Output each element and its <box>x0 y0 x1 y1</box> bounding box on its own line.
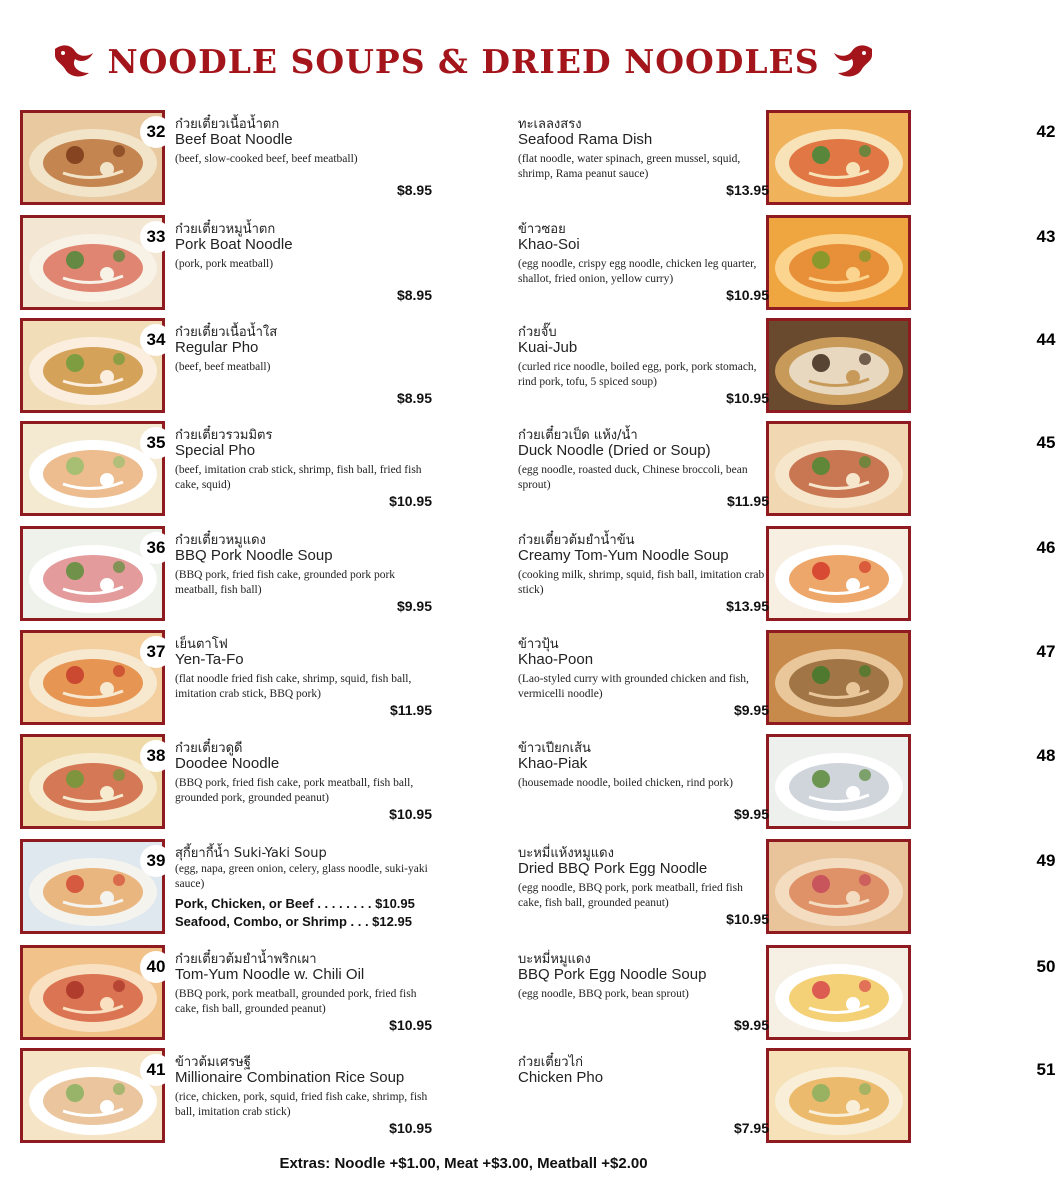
item-price: $7.95 <box>733 1120 769 1136</box>
menu-item[interactable] <box>0 526 432 621</box>
food-photo-icon <box>769 113 908 202</box>
english-name: Khao-Piak <box>518 755 588 772</box>
item-price: $10.95 <box>726 390 769 406</box>
menu-item[interactable] <box>0 630 432 725</box>
food-photo-icon <box>769 321 908 410</box>
english-name: Khao-Poon <box>518 651 594 668</box>
food-photo-icon <box>769 737 908 826</box>
english-name: Pork Boat Noodle <box>175 236 293 253</box>
english-name: Yen-Ta-Fo <box>175 651 244 668</box>
price-option: Seafood, Combo, or Shrimp . . . $12.95 <box>175 914 412 929</box>
menu-item[interactable] <box>517 318 1056 413</box>
menu-item[interactable] <box>0 215 432 310</box>
item-description: (cooking milk, shrimp, squid, fish ball, imitation crab stick) <box>518 569 765 596</box>
item-price: $10.95 <box>726 911 769 927</box>
item-number-badge: 48 <box>1030 740 1062 772</box>
menu-item[interactable] <box>517 215 1056 310</box>
dish-photo <box>766 1048 1056 1143</box>
food-photo-icon <box>769 529 908 618</box>
thai-name: ก๋วยเตี๋ยวต้มยำน้ำข้น <box>518 533 635 548</box>
item-price: $10.95 <box>389 493 432 509</box>
english-name: BBQ Pork Egg Noodle Soup <box>518 966 707 983</box>
item-number-badge: 36 <box>140 532 172 564</box>
thai-name: บะหมี่หมูแดง <box>518 952 591 967</box>
dish-photo <box>20 1048 165 1143</box>
dish-photo <box>766 945 1056 1040</box>
item-number-badge: 34 <box>140 324 172 356</box>
item-description: (curled rice noodle, boiled egg, pork, pork stomach, rind pork, tofu, 5 spiced soup) <box>518 361 757 388</box>
english-name: BBQ Pork Noodle Soup <box>175 547 333 564</box>
menu-item[interactable] <box>0 318 432 413</box>
thai-name: ข้าวปุ้น <box>518 637 559 652</box>
dish-photo <box>20 215 165 310</box>
item-description: (egg noodle, crispy egg noodle, chicken leg quarter, shallot, fried onion, yellow curry) <box>518 258 757 285</box>
menu-item[interactable] <box>0 421 432 516</box>
dish-photo <box>20 839 165 934</box>
food-photo-icon <box>769 842 908 931</box>
thai-name: บะหมี่แห้งหมูแดง <box>518 846 614 861</box>
dish-photo <box>766 630 1056 725</box>
food-photo-icon <box>769 633 908 722</box>
menu-item[interactable] <box>517 421 1056 516</box>
item-description: (egg noodle, roasted duck, Chinese broccoli, bean sprout) <box>518 464 748 491</box>
menu-item[interactable] <box>517 630 1056 725</box>
menu-item[interactable] <box>517 839 1056 934</box>
thai-name: ก๋วยเตี๋ยวเนื้อน้ำใส <box>175 325 278 340</box>
menu-item[interactable] <box>517 526 1056 621</box>
dish-photo <box>20 630 165 725</box>
menu-item[interactable] <box>0 839 432 934</box>
thai-name: ก๋วยเตี๋ยวเป็ด แห้ง/น้ำ <box>518 428 638 443</box>
dragon-ornament-icon <box>828 41 874 81</box>
dish-photo <box>766 421 1056 516</box>
item-description: (Lao-styled curry with grounded chicken and fish, vermicelli noodle) <box>518 673 749 700</box>
item-price: $11.95 <box>726 493 769 509</box>
thai-name: เย็นตาโฟ <box>175 637 228 652</box>
item-description: (BBQ pork, fried fish cake, pork meatball, fish ball, grounded pork, grounded peanut) <box>175 777 414 804</box>
english-name: Duck Noodle (Dried or Soup) <box>518 442 711 459</box>
thai-name: ข้าวซอย <box>518 222 566 237</box>
item-number-badge: 37 <box>140 636 172 668</box>
dragon-ornament-icon <box>53 41 99 81</box>
food-photo-icon <box>769 424 908 513</box>
english-name: Kuai-Jub <box>518 339 578 356</box>
item-description: (flat noodle fried fish cake, shrimp, squid, fish ball, imitation crab stick, BBQ pork) <box>175 673 412 700</box>
thai-name: ก๋วยเตี๋ยวหมูน้ำตก <box>175 222 276 237</box>
item-description: (beef, slow-cooked beef, beef meatball) <box>175 153 358 165</box>
item-description: (beef, beef meatball) <box>175 361 271 373</box>
english-name: Tom-Yum Noodle w. Chili Oil <box>175 966 365 983</box>
thai-name: ก๋วยเตี๋ยวต้มยำน้ำพริกเผา <box>175 952 317 967</box>
item-description: (egg noodle, BBQ pork, bean sprout) <box>518 988 689 1000</box>
item-price: $10.95 <box>389 806 432 822</box>
thai-name: ก๋วยเตี๋ยวรวมมิตร <box>175 428 273 443</box>
english-name: Chicken Pho <box>518 1069 604 1086</box>
menu-header <box>0 36 927 86</box>
english-name: Seafood Rama Dish <box>518 131 653 148</box>
item-price: $13.95 <box>726 182 769 198</box>
item-number-badge: 33 <box>140 221 172 253</box>
extras-footer: Extras: Noodle +$1.00, Meat +$3.00, Meatball +$2.00 <box>279 1155 648 1172</box>
menu-item[interactable] <box>0 734 432 829</box>
item-price: $13.95 <box>726 598 769 614</box>
item-description: (flat noodle, water spinach, green mussel, squid, shrimp, Rama peanut sauce) <box>518 153 741 180</box>
item-price: $9.95 <box>733 1017 769 1033</box>
thai-name: ทะเลลงสรง <box>518 117 582 132</box>
item-number-badge: 38 <box>140 740 172 772</box>
food-photo-icon <box>769 1051 908 1140</box>
menu-item[interactable] <box>0 945 432 1040</box>
dish-photo <box>20 945 165 1040</box>
thai-name: ก๋วยเตี๋ยวเนื้อน้ำตก <box>175 117 280 132</box>
menu-item[interactable] <box>517 734 1056 829</box>
dish-photo <box>766 526 1056 621</box>
thai-name: ก๋วยเตี๋ยวหมูแดง <box>175 533 266 548</box>
thai-name: สุกี้ยากี้น้ำ Suki-Yaki Soup <box>175 846 327 861</box>
item-price: $9.95 <box>733 702 769 718</box>
item-number-badge: 39 <box>140 845 172 877</box>
item-number-badge: 35 <box>140 427 172 459</box>
thai-name: ก๋วยจั๊บ <box>518 325 557 340</box>
item-description: (pork, pork meatball) <box>175 258 274 270</box>
item-price: $8.95 <box>396 390 432 406</box>
item-description: (egg noodle, BBQ pork, pork meatball, fried fish cake, fish ball, grounded peanut) <box>518 882 743 909</box>
menu-item[interactable] <box>517 1048 1056 1143</box>
english-name: Regular Pho <box>175 339 259 356</box>
menu-item[interactable] <box>517 110 1056 205</box>
english-name: Millionaire Combination Rice Soup <box>175 1069 405 1086</box>
item-description: (BBQ pork, fried fish cake, grounded pork pork meatball, fish ball) <box>175 569 396 596</box>
item-number-badge: 46 <box>1030 532 1062 564</box>
dish-photo <box>20 110 165 205</box>
dish-photo <box>766 215 1056 310</box>
item-price: $8.95 <box>396 182 432 198</box>
item-number-badge: 47 <box>1030 636 1062 668</box>
dish-photo <box>20 318 165 413</box>
item-description: (BBQ pork, pork meatball, grounded pork, fried fish cake, fish ball, grounded peanut) <box>175 988 417 1015</box>
dish-photo <box>766 839 1056 934</box>
menu-item[interactable] <box>0 110 432 205</box>
english-name: Beef Boat Noodle <box>175 131 293 148</box>
food-photo-icon <box>769 948 908 1037</box>
item-number-badge: 42 <box>1030 116 1062 148</box>
item-number-badge: 40 <box>140 951 172 983</box>
item-number-badge: 50 <box>1030 951 1062 983</box>
item-description: (beef, imitation crab stick, shrimp, fish ball, fried fish cake, squid) <box>175 464 422 491</box>
food-photo-icon <box>769 218 908 307</box>
thai-name: ก๋วยเตี๋ยวไก่ <box>518 1055 583 1070</box>
item-number-badge: 43 <box>1030 221 1062 253</box>
english-name: Dried BBQ Pork Egg Noodle <box>518 860 708 877</box>
item-description: (egg, napa, green onion, celery, glass noodle, suki-yaki sauce) <box>175 863 428 890</box>
dish-photo <box>766 318 1056 413</box>
item-price: $10.95 <box>389 1017 432 1033</box>
item-price: $8.95 <box>396 287 432 303</box>
dish-photo <box>20 421 165 516</box>
item-description: (rice, chicken, pork, squid, fried fish cake, shrimp, fish ball, imitation crab stick) <box>175 1091 428 1118</box>
thai-name: ก๋วยเตี๋ยวดูดี <box>175 741 243 756</box>
menu-item[interactable] <box>0 1048 432 1143</box>
dish-photo <box>20 734 165 829</box>
english-name: Khao-Soi <box>518 236 580 253</box>
english-name: Creamy Tom-Yum Noodle Soup <box>518 547 729 564</box>
english-name: Doodee Noodle <box>175 755 280 772</box>
dish-photo <box>20 526 165 621</box>
item-price: $10.95 <box>726 287 769 303</box>
thai-name: ข้าวเปียกเส้น <box>518 741 591 756</box>
item-number-badge: 51 <box>1030 1054 1062 1086</box>
item-price: $9.95 <box>733 806 769 822</box>
item-number-badge: 44 <box>1030 324 1062 356</box>
menu-item[interactable] <box>517 945 1056 1040</box>
thai-name: ข้าวต้มเศรษฐี <box>175 1055 251 1070</box>
item-description: (housemade noodle, boiled chicken, rind pork) <box>518 777 733 789</box>
dish-photo <box>766 734 1056 829</box>
item-number-badge: 32 <box>140 116 172 148</box>
item-price: $9.95 <box>396 598 432 614</box>
item-number-badge: 49 <box>1030 845 1062 877</box>
page-title: NOODLE SOUPS & DRIED NOODLES <box>107 41 820 81</box>
price-option: Pork, Chicken, or Beef . . . . . . . . $10.95 <box>175 896 415 911</box>
item-number-badge: 45 <box>1030 427 1062 459</box>
item-number-badge: 41 <box>140 1054 172 1086</box>
dish-photo <box>766 110 1056 205</box>
english-name: Special Pho <box>175 442 256 459</box>
item-price: $11.95 <box>389 702 432 718</box>
item-price: $10.95 <box>389 1120 432 1136</box>
